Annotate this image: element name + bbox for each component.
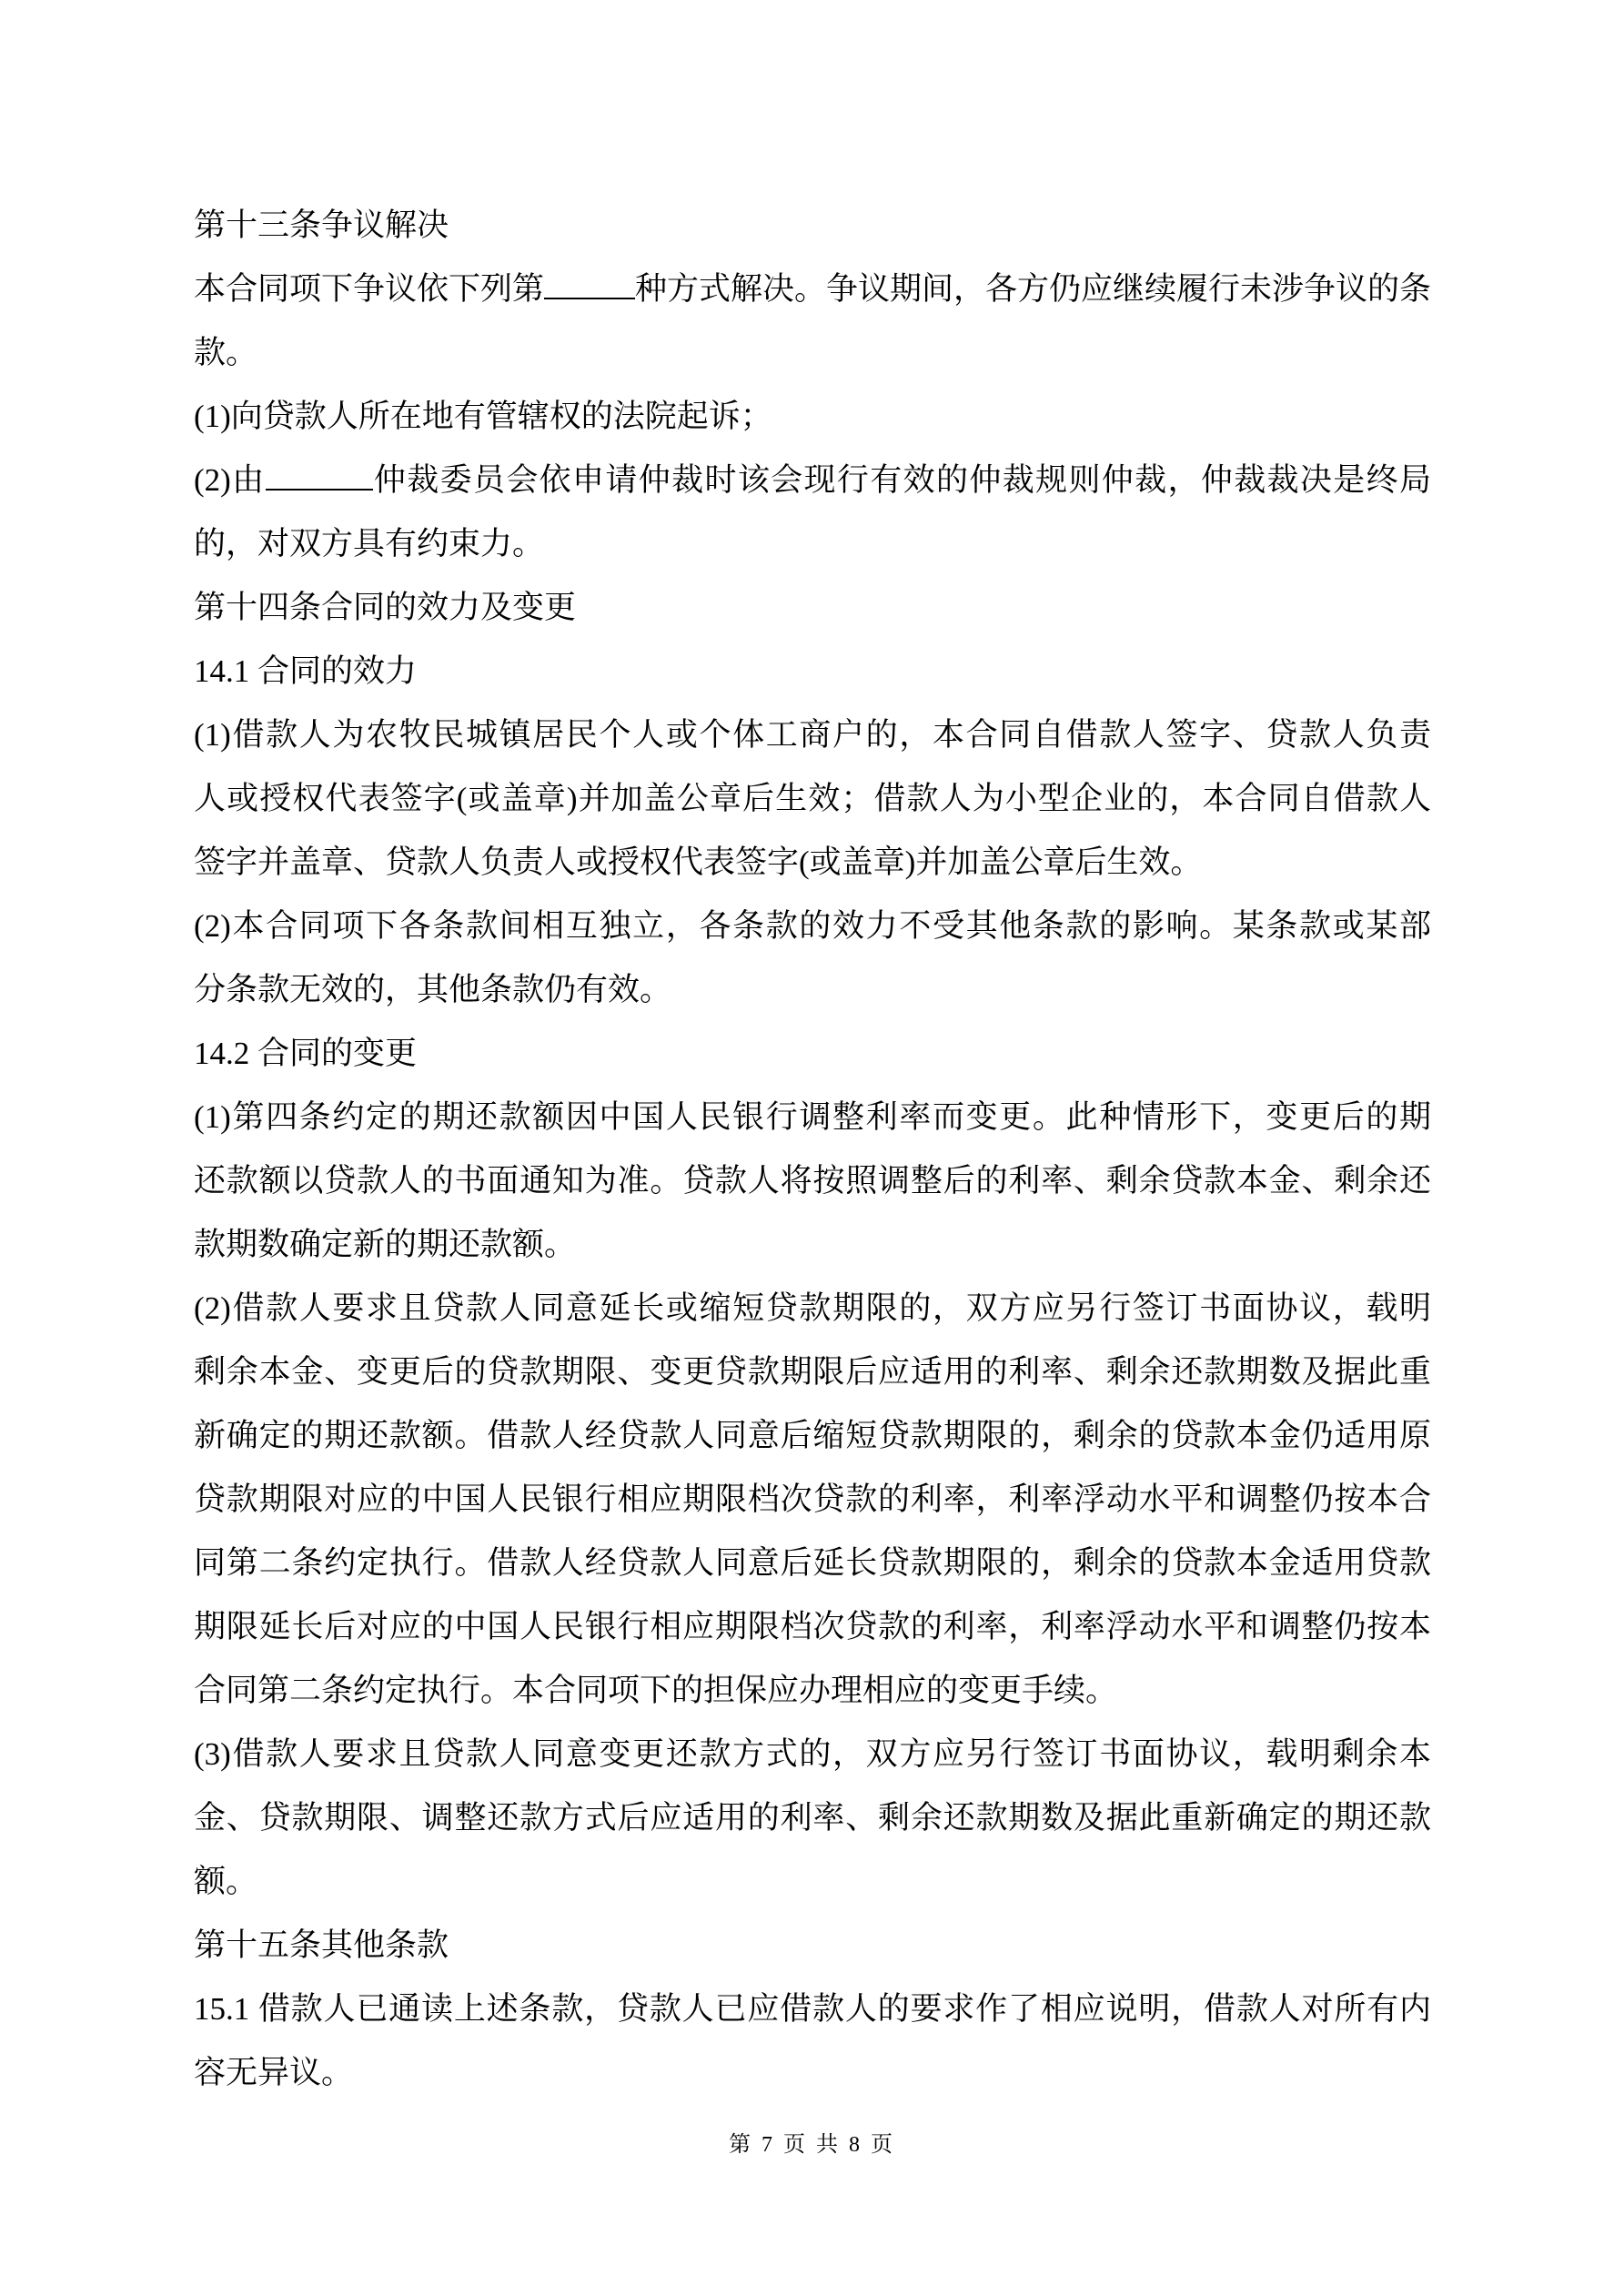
text-run: 合同第二条约定执行。本合同项下的担保应办理相应的变更手续。 bbox=[194, 1673, 1118, 1708]
text-run: 金、贷款期限、调整还款方式后应适用的利率、剩余还款期数及据此重新确定的期还款 bbox=[194, 1800, 1431, 1836]
text-run: 期限延长后对应的中国人民银行相应期限档次贷款的利率，利率浮动水平和调整仍按本 bbox=[194, 1609, 1431, 1644]
text-run: 剩余本金、变更后的贷款期限、变更贷款期限后应适用的利率、剩余还款期数及据此重 bbox=[194, 1354, 1431, 1390]
text-line bbox=[194, 1468, 1431, 1532]
text-run: 14.2 合同的变更 bbox=[194, 1036, 418, 1071]
text-line bbox=[194, 1149, 1431, 1213]
text-line bbox=[194, 703, 1431, 767]
text-run: 还款额以贷款人的书面通知为准。贷款人将按照调整后的利率、剩余贷款本金、剩余还 bbox=[194, 1163, 1431, 1199]
text-line bbox=[194, 1723, 1431, 1786]
text-run: 额。 bbox=[194, 1864, 258, 1899]
fill-in-blank-underline bbox=[266, 487, 373, 491]
text-line bbox=[194, 1340, 1431, 1404]
text-line bbox=[194, 1086, 1431, 1149]
document-body bbox=[194, 194, 1431, 2105]
text-line bbox=[194, 2041, 1431, 2105]
text-run: (2)借款人要求且贷款人同意延长或缩短贷款期限的，双方应另行签订书面协议，载明 bbox=[194, 1290, 1431, 1326]
text-line bbox=[194, 194, 1431, 258]
text-run: (1)借款人为农牧民城镇居民个人或个体工商户的，本合同自借款人签字、贷款人负责 bbox=[194, 717, 1431, 753]
text-run: 种方式解决。争议期间，各方仍应继续履行未涉争议的条 bbox=[635, 271, 1432, 307]
text-run: 新确定的期还款额。借款人经贷款人同意后缩短贷款期限的，剩余的贷款本金仍适用原 bbox=[194, 1418, 1431, 1453]
text-run: 款期数确定新的期还款额。 bbox=[194, 1227, 577, 1262]
text-line bbox=[194, 1404, 1431, 1468]
text-line bbox=[194, 895, 1431, 958]
fill-in-blank-underline bbox=[544, 296, 635, 299]
text-line bbox=[194, 1914, 1431, 1977]
text-run: (2)本合同项下各条款间相互独立，各条款的效力不受其他条款的影响。某条款或某部 bbox=[194, 908, 1431, 944]
text-line bbox=[194, 258, 1431, 321]
text-line bbox=[194, 640, 1431, 703]
text-run: 容无异议。 bbox=[194, 2055, 354, 2090]
text-line bbox=[194, 1595, 1431, 1659]
text-run: 15.1 借款人已通读上述条款，贷款人已应借款人的要求作了相应说明，借款人对所有内 bbox=[194, 1991, 1431, 2027]
text-run: 第十五条其他条款 bbox=[194, 1927, 449, 1963]
text-run: 人或授权代表签字(或盖章)并加盖公章后生效；借款人为小型企业的，本合同自借款人 bbox=[194, 781, 1431, 816]
text-line bbox=[194, 576, 1431, 640]
text-line bbox=[194, 1977, 1431, 2041]
text-run: 仲裁委员会依申请仲裁时该会现行有效的仲裁规则仲裁，仲裁裁决是终局 bbox=[372, 462, 1431, 498]
text-run: 分条款无效的，其他条款仍有效。 bbox=[194, 972, 672, 1007]
text-line bbox=[194, 385, 1431, 449]
text-run: (3)借款人要求且贷款人同意变更还款方式的，双方应另行签订书面协议，载明剩余本 bbox=[194, 1736, 1431, 1772]
text-run: (1)向贷款人所在地有管辖权的法院起诉； bbox=[194, 399, 772, 434]
text-run: 同第二条约定执行。借款人经贷款人同意后延长贷款期限的，剩余的贷款本金适用贷款 bbox=[194, 1545, 1431, 1581]
text-run: 签字并盖章、贷款人负责人或授权代表签字(或盖章)并加盖公章后生效。 bbox=[194, 845, 1203, 880]
text-line bbox=[194, 1213, 1431, 1277]
text-line bbox=[194, 958, 1431, 1022]
text-run: 本合同项下争议依下列第 bbox=[194, 271, 545, 307]
text-run: (1)第四条约定的期还款额因中国人民银行调整利率而变更。此种情形下，变更后的期 bbox=[194, 1099, 1431, 1135]
text-line bbox=[194, 831, 1431, 895]
text-line bbox=[194, 1022, 1431, 1086]
text-line bbox=[194, 1850, 1431, 1914]
text-line bbox=[194, 767, 1431, 831]
text-line bbox=[194, 1532, 1431, 1595]
text-line bbox=[194, 449, 1431, 512]
text-line bbox=[194, 512, 1431, 576]
text-run: (2)由 bbox=[194, 462, 266, 498]
text-run: 第十三条争议解决 bbox=[194, 207, 449, 243]
text-run: 第十四条合同的效力及变更 bbox=[194, 590, 577, 625]
text-line bbox=[194, 1786, 1431, 1850]
text-line bbox=[194, 1659, 1431, 1723]
text-line bbox=[194, 321, 1431, 385]
text-run: 款。 bbox=[194, 335, 258, 370]
page-footer: 第 7 页 共 8 页 bbox=[729, 2133, 895, 2157]
text-run: 14.1 合同的效力 bbox=[194, 653, 418, 689]
text-run: 贷款期限对应的中国人民银行相应期限档次贷款的利率，利率浮动水平和调整仍按本合 bbox=[194, 1482, 1431, 1517]
text-run: 的，对双方具有约束力。 bbox=[194, 526, 545, 561]
text-line bbox=[194, 1277, 1431, 1340]
